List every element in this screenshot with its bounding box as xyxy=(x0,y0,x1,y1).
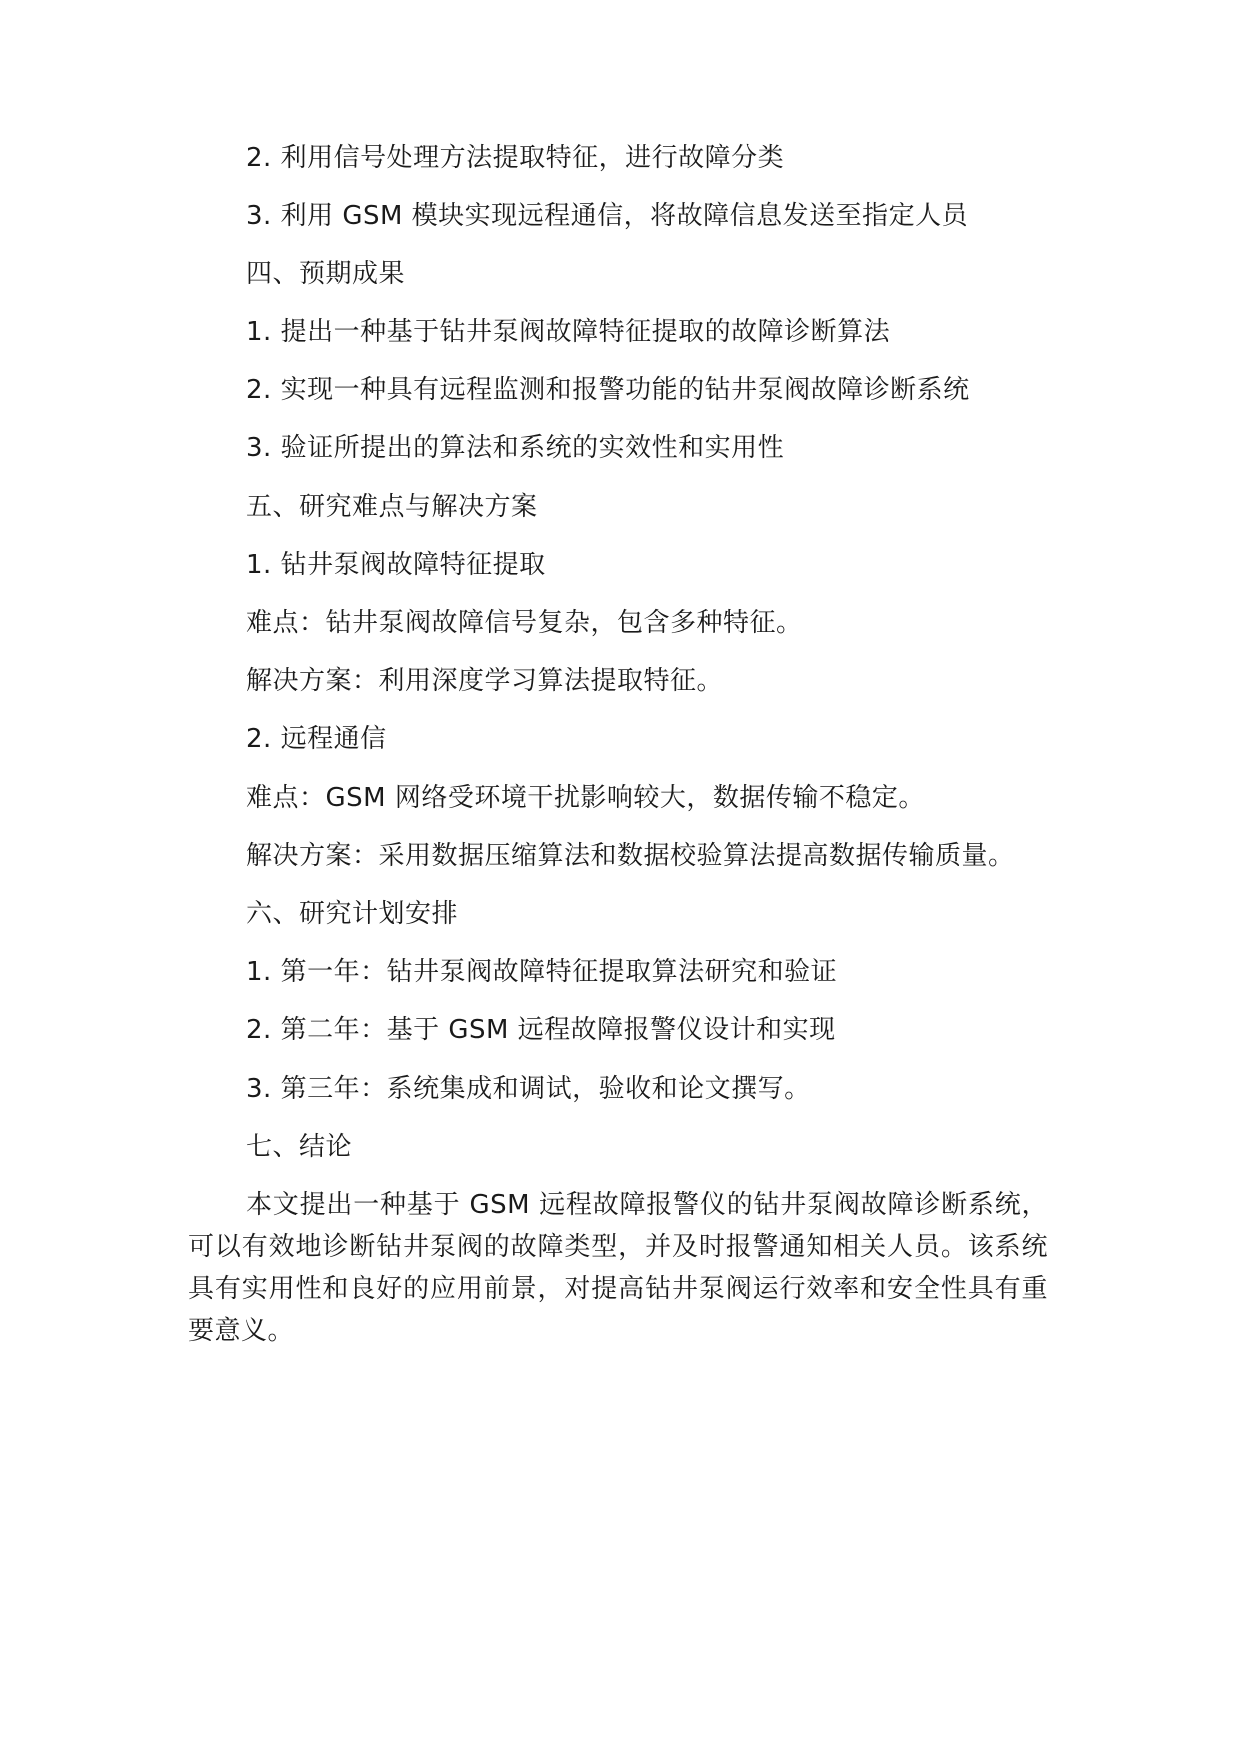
method-item-2: 2. 利用信号处理方法提取特征，进行故障分类 xyxy=(246,143,785,173)
conclusion-paragraph: 本文提出一种基于 GSM 远程故障报警仪的钻井泵阀故障诊断系统，可以有效地诊断钻井泵阀的故障类型，并及时报警通知相关人员。该系统具有实用性和良好的应用前景，对提高钻井泵阀运行效率和安全性具有重要意义。 xyxy=(188,1190,1048,1346)
section-heading-difficulties: 五、研究难点与解决方案 xyxy=(246,492,538,522)
section-heading-conclusion: 七、结论 xyxy=(246,1132,353,1162)
difficulty-item-2: 2. 远程通信 xyxy=(246,724,387,754)
result-item-1: 1. 提出一种基于钻井泵阀故障特征提取的故障诊断算法 xyxy=(246,317,891,347)
difficulty-item-1: 1. 钻井泵阀故障特征提取 xyxy=(246,550,546,580)
section-heading-expected-results: 四、预期成果 xyxy=(246,259,406,289)
result-item-2: 2. 实现一种具有远程监测和报警功能的钻井泵阀故障诊断系统 xyxy=(246,375,970,405)
difficulty-1-problem: 难点：钻井泵阀故障信号复杂，包含多种特征。 xyxy=(246,608,803,638)
schedule-year-1: 1. 第一年：钻井泵阀故障特征提取算法研究和验证 xyxy=(246,957,838,987)
difficulty-2-solution: 解决方案：采用数据压缩算法和数据校验算法提高数据传输质量。 xyxy=(246,841,1015,871)
method-item-3: 3. 利用 GSM 模块实现远程通信，将故障信息发送至指定人员 xyxy=(246,201,969,231)
schedule-year-3: 3. 第三年：系统集成和调试，验收和论文撰写。 xyxy=(246,1074,811,1104)
difficulty-1-solution: 解决方案：利用深度学习算法提取特征。 xyxy=(246,666,724,696)
result-item-3: 3. 验证所提出的算法和系统的实效性和实用性 xyxy=(246,433,785,463)
schedule-year-2: 2. 第二年：基于 GSM 远程故障报警仪设计和实现 xyxy=(246,1015,836,1045)
difficulty-2-problem: 难点：GSM 网络受环境干扰影响较大，数据传输不稳定。 xyxy=(246,783,925,813)
section-heading-schedule: 六、研究计划安排 xyxy=(246,899,459,929)
